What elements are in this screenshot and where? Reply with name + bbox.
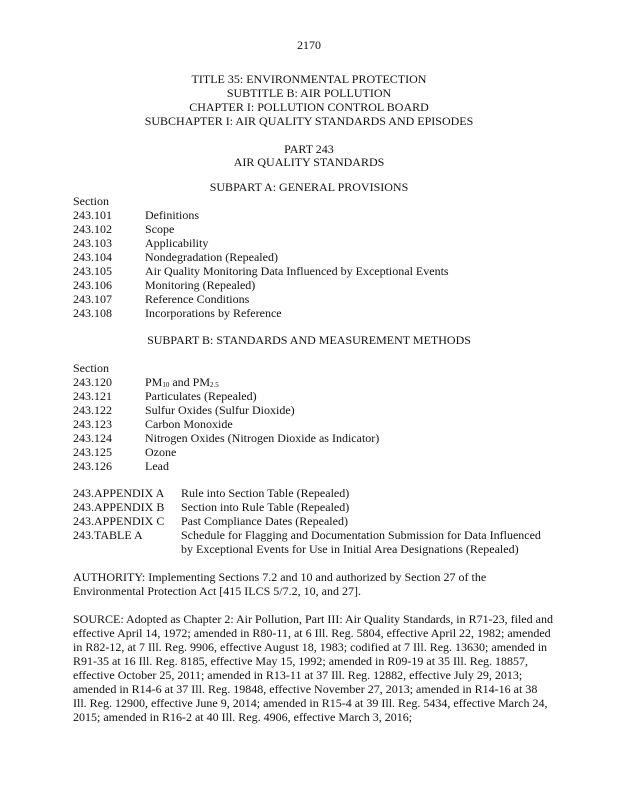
authority-paragraph: AUTHORITY: Implementing Sections 7.2 and 10 and authorized by Section 27 of the Environmental Protection Act [415 ILCS 5/7.2, 10, and 27]. bbox=[73, 570, 487, 598]
part-name: AIR QUALITY STANDARDS bbox=[233, 155, 385, 169]
subchapter-heading: SUBCHAPTER I: AIR QUALITY STANDARDS AND EPISODES bbox=[144, 114, 474, 128]
part-number: PART 243 bbox=[284, 142, 334, 156]
subtitle-heading: SUBTITLE B: AIR POLLUTION bbox=[226, 86, 392, 100]
title-heading: TITLE 35: ENVIRONMENTAL PROTECTION bbox=[191, 72, 427, 86]
appendices-list bbox=[73, 486, 561, 556]
chapter-heading: CHAPTER I: POLLUTION CONTROL BOARD bbox=[189, 100, 429, 114]
appendix-row: 243.APPENDIX C Past Compliance Dates (Repealed) bbox=[73, 514, 348, 528]
appendix-row: 243.TABLE A Schedule for Flagging and Documentation Submission for Data Influenced by Exceptional Events for Use in Initial Area Designations (Repealed) bbox=[73, 528, 541, 556]
subpart-b-heading: SUBPART B: STANDARDS AND MEASUREMENT METHODS bbox=[147, 333, 471, 347]
source-paragraph: SOURCE: Adopted as Chapter 2: Air Pollution, Part III: Air Quality Standards, in R71-23, filed and effective April 14, 1972; amended in R80-11, at 6 Ill. Reg. 5804, effective April 22, 1982; amended in R82-12, at 7 Ill. Reg. 9906, effective August 18, 1983; codified at 7 Ill. Reg. 13630; amended in R91-35 at 16 Ill. Reg. 8185, effective May 15, 1992; amended in R09-19 at 35 Ill. Reg. 18857, effective October 25, 2011; amended in R13-11 at 37 Ill. Reg. 12882, effective July 29, 2013; amended in R14-6 at 37 Ill. Reg. 19848, effective November 27, 2013; amended in R14-16 at 38 Ill. Reg. 12900, effective June 9, 2014; amended in R15-4 at 39 Ill. Reg. 5434, effective March 24, 2015; amended in R16-2 at 40 Ill. Reg. 4906, effective March 3, 2016; bbox=[73, 612, 553, 724]
document-page: 2170 TITLE 35: ENVIRONMENTAL PROTECTION SUBTITLE B: AIR POLLUTION CHAPTER I: POLLUTION CONTROL BOARD SUBCHAPTER I: AIR QUALITY STANDARDS AND EPISODES PART 243 AIR QUALITY STANDARDS SUBPART A: GENERAL PROVISIONS Section 243.101 Definitions 243.102 Scope 243.103 Applicability 243.104 Nondegradation (Repealed) 243.105 Air Quality Monitoring Data Influenced by Exceptional Events 243.106 Monitoring (Repealed) 243.107 Reference Conditions 243.108 Incorporations by Reference SUBPART B: STANDARDS AND MEASUREMENT METHODS Section 243.120 $PM_{10}$ and $PM_{2.5}$ 243.121 Particulates (Repealed) 243.122 Sulfur Oxides (Sulfur Dioxide) 243.123 Carbon Monoxide 243.124 Nitrogen Oxides (Nitrogen Dioxide as Indicator) 243.125 Ozone 243.126 Lead 243.APPENDIX A Rule into Section Table (Repealed) 243.APPENDIX B Section into Rule Table (Repealed) 243.APPENDIX C Past Compliance Dates (Repealed) 243.TABLE A Schedule for Flagging and Documentation Submission for Data Influenced by Exceptional Events for Use in Initial Area Designations (Repealed) AUTHORITY: Implementing Sections 7.2 and 10 and authorized by Section 27 of the Environmental Protection Act [415 ILCS 5/7.2, 10, and 27]. SOURCE: Adopted as Chapter 2: Air Pollution, Part III: Air Quality Standards, in R71-23, filed and effective April 14, 1972; amended in R80-11, at 6 Ill. Reg. 5804, effective April 22, 1982; amended in R82-12, at 7 Ill. Reg. 9906, effective August 18, 1983; codified at 7 Ill. Reg. 13630; amended in R91-35 at 16 Ill. Reg. 8185, effective May 15, 1992; amended in R09-19 at 35 Ill. Reg. 18857, effective October 25, 2011; amended in R13-11 at 37 Ill. Reg. 12882, effective July 29, 2013; amended in R14-6 at 37 Ill. Reg. 19848, effective November 27, 2013; amended in R14-16 at 38 Ill. Reg. 12900, effective June 9, 2014; amended in R15-4 at 39 Ill. Reg. 5434, effective March 24, 2015; amended in R16-2 at 40 Ill. Reg. 4906, effective March 3, 2016; bbox=[0, 0, 618, 800]
appendix-row: 243.APPENDIX A Rule into Section Table (Repealed) bbox=[73, 486, 350, 500]
appendix-row: 243.APPENDIX B Section into Rule Table (Repealed) bbox=[73, 500, 350, 514]
page-number: 2170 bbox=[297, 38, 321, 52]
subpart-a-heading: SUBPART A: GENERAL PROVISIONS bbox=[209, 180, 409, 194]
